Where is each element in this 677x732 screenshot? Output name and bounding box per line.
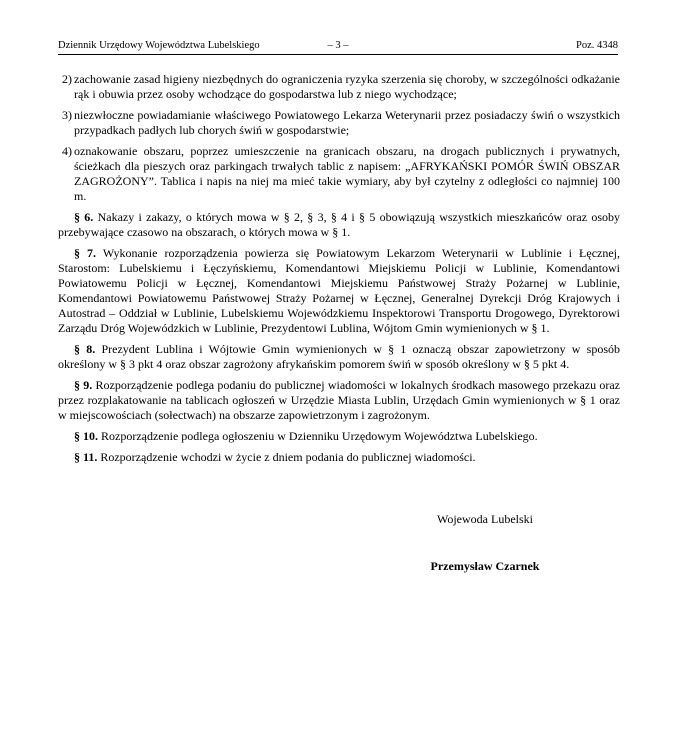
paragraph-9 [58, 378, 620, 423]
paragraph-text: Wykonanie rozporządzenia powierza się Powiatowym Lekarzom Weterynarii w Lublinie i Łęcznej, Starostom: Lubelskiemu i Łęczyńskiemu, Komendantowi Miejskiemu Policji w Lublinie, Komendantowi Powiatowemu Policji w Łęcznej, Komendantowi Miejskiemu Państwowej Straży Pożarnej w Lublinie, Komendantowi Powiatowemu Państwowej Straży Pożarnej w Łęcznej, Generalnej Dyrekcji Dróg Krajowych i Autostrad – Oddział w Lublinie, Lubelskiemu Wojewódzkiemu Inspektorowi Transportu Drogowego, Dyrektorowi Zarządu Dróg Wojewódzkich w Lublinie, Prezydentowi Lublina, Wójtom Gmin wymienionych w § 1. [58, 246, 621, 335]
page-header [58, 38, 618, 54]
signature-block [410, 512, 560, 574]
paragraph-11 [58, 450, 620, 465]
list-item-text: oznakowanie obszaru, poprzez umieszczenie na granicach obszaru, na drogach publicznych i prywatnych, ścieżkach dla pieszych oraz parkingach trwałych tablic z napisem: „AFRYKAŃSKI POMÓR ŚWIŃ OBSZAR ZAGROŻONY”. Tablica i napis na niej ma mieć takie wymiary, aby był czytelny z odległości co najmniej 100 m. [74, 144, 620, 203]
paragraph-7 [58, 246, 620, 336]
section-number: § 6. [74, 210, 94, 224]
paragraph-10 [58, 429, 620, 444]
page-number: – 3 – [327, 40, 349, 51]
list-item [58, 72, 620, 102]
section-number: § 7. [74, 246, 97, 260]
section-number: § 10. [74, 429, 98, 443]
paragraph-text: Prezydent Lublina i Wójtowie Gmin wymienionych w § 1 oznaczą obszar zapowietrzony w sposób określony w § 3 pkt 4 oraz obszar zagrożony afrykańskim pomorem świń w sposób określony w § 5 pkt 4. [58, 342, 621, 371]
list-item-number: 2) [62, 72, 72, 86]
paragraph-text: Rozporządzenie podlega ogłoszeniu w Dzienniku Urzędowym Województwa Lubelskiego. [98, 429, 538, 443]
paragraph-6 [58, 210, 620, 240]
section-number: § 11. [74, 450, 98, 464]
paragraph-text: Rozporządzenie podlega podaniu do publicznej wiadomości w lokalnych środkach masowego przekazu oraz przez rozplakatowanie na tablicach ogłoszeń w Urzędzie Miasta Lublin, Urzędach Gmin wymienionych w § 1 oraz w miejscowościach (sołectwach) na obszarze zapowietrzonym i zagrożonym. [58, 378, 621, 422]
section-number: § 9. [74, 378, 93, 392]
list-item-number: 4) [62, 144, 72, 158]
document-body [58, 72, 620, 471]
list-item-number: 3) [62, 108, 72, 122]
section-number: § 8. [74, 342, 96, 356]
list-item-text: niezwłoczne powiadamianie właściwego Powiatowego Lekarza Weterynarii przez posiadaczy świń o wszystkich przypadkach padłych lub chorych świń w gospodarstwie; [74, 108, 620, 137]
list-item-text: zachowanie zasad higieny niezbędnych do ograniczenia ryzyka szerzenia się choroby, w szczególności odkażanie rąk i obuwia przez osoby wchodzące do gospodarstwa lub z niego wychodzące; [74, 72, 620, 101]
paragraph-text: Nakazy i zakazy, o których mowa w § 2, § 3, § 4 i § 5 obowiązują wszystkich mieszkańców oraz osoby przebywające czasowo na obszarach, o których mowa w § 1. [58, 210, 620, 239]
signatory-name: Przemysław Czarnek [430, 559, 540, 573]
header-rule [58, 54, 618, 55]
journal-title: Dziennik Urzędowy Województwa Lubelskiego [58, 40, 260, 51]
signatory-title: Wojewoda Lubelski [436, 512, 533, 526]
position-number: Poz. 4348 [576, 40, 618, 51]
paragraph-8 [58, 342, 620, 372]
paragraph-text: Rozporządzenie wchodzi w życie z dniem podania do publicznej wiadomości. [97, 450, 476, 464]
list-item [58, 108, 620, 138]
list-item [58, 144, 620, 204]
